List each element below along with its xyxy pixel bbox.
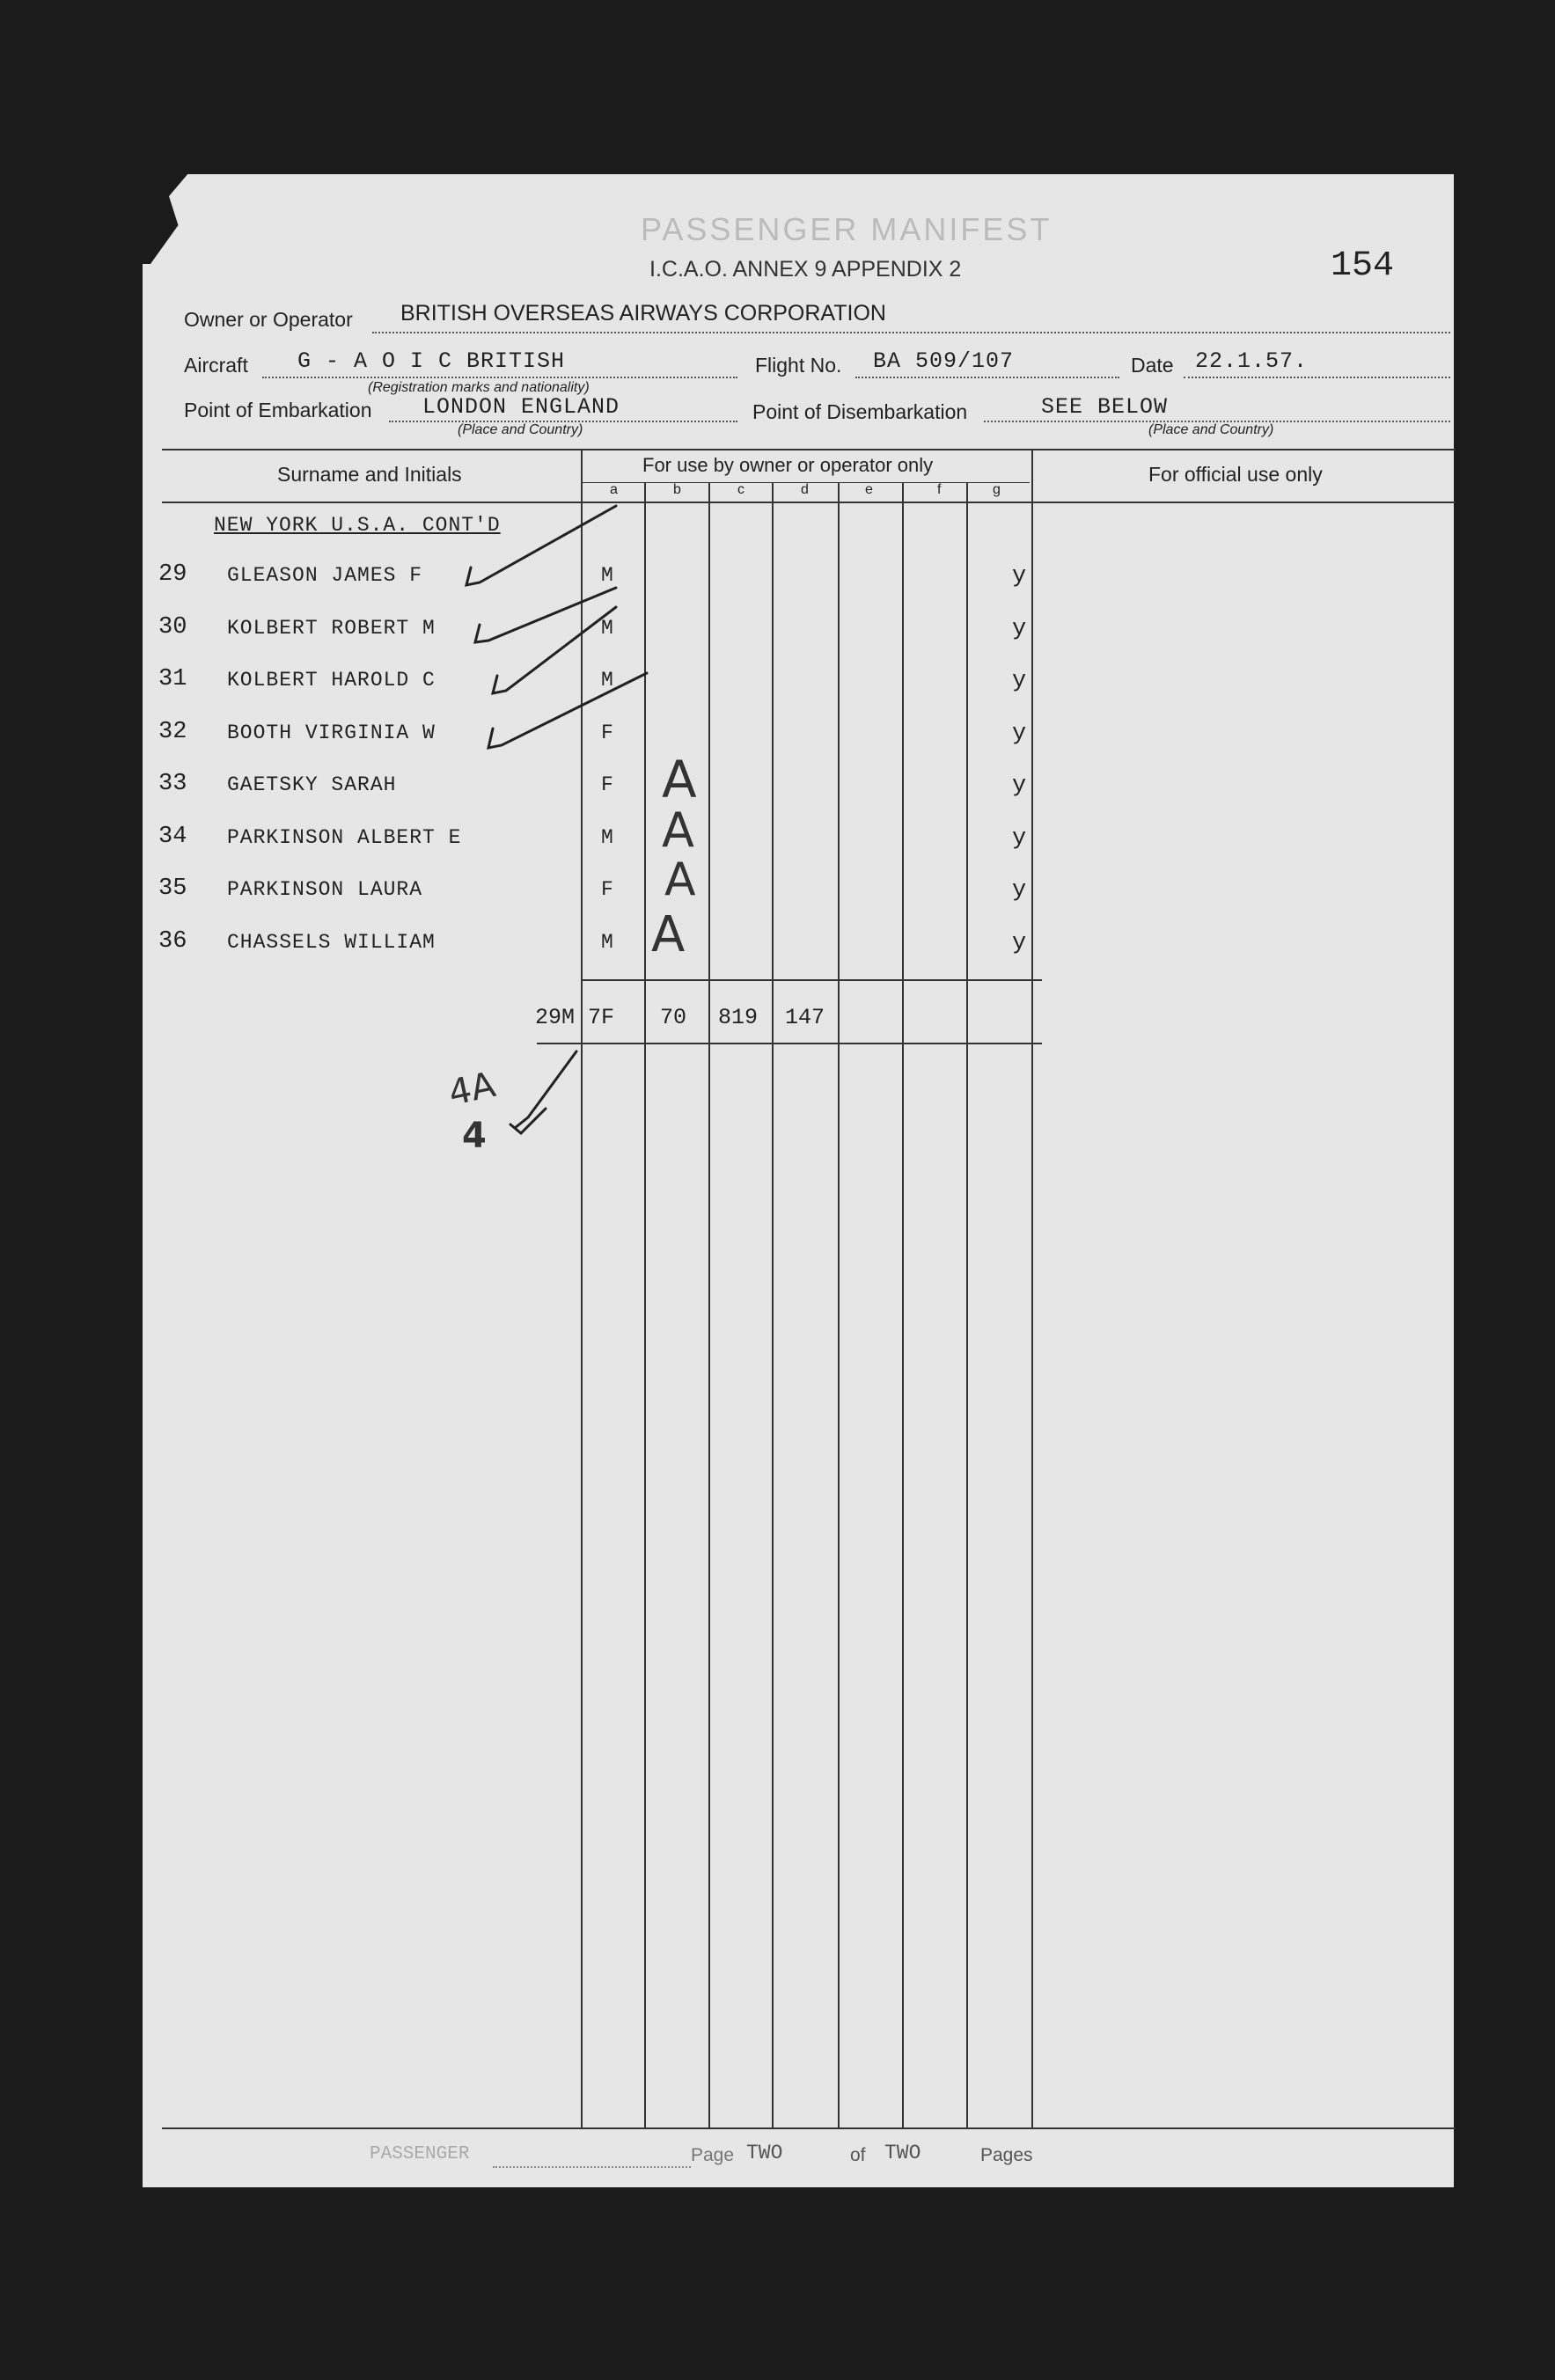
row-number: 33: [158, 771, 187, 797]
embarkation-label: Point of Embarkation: [184, 399, 372, 421]
handwritten-mark: A: [662, 802, 694, 858]
total-d: 147: [785, 1005, 825, 1030]
total-males: 29M: [535, 1005, 576, 1030]
check-y: y: [1012, 616, 1027, 642]
handwritten-mark: A: [664, 853, 696, 906]
passenger-name: KOLBERT HAROLD C: [227, 669, 436, 692]
owner-label: Owner or Operator: [184, 308, 353, 331]
row-number: 32: [158, 719, 187, 745]
subcol-c: c: [737, 482, 744, 497]
page-stamp-number: 154: [1331, 246, 1395, 286]
passenger-name: CHASSELS WILLIAM: [227, 931, 436, 954]
check-mark-icon: [475, 588, 616, 642]
disembarkation-note: (Place and Country): [1148, 422, 1274, 437]
passenger-name: PARKINSON LAURA: [227, 878, 423, 901]
footer-of-value: TWO: [884, 2142, 921, 2164]
passenger-name: PARKINSON ALBERT E: [227, 826, 462, 849]
row-number: 29: [158, 561, 187, 588]
total-females: 7F: [588, 1005, 615, 1030]
aircraft-value: G - A O I C BRITISH: [297, 348, 566, 374]
check-y: y: [1012, 773, 1027, 799]
handwritten-mark: A: [662, 750, 697, 809]
subcol-a: a: [610, 482, 618, 497]
subcol-g: g: [993, 482, 1001, 497]
check-mark-icon: [493, 607, 616, 693]
passenger-sex: M: [601, 931, 613, 954]
footer-page-label: Page: [691, 2145, 735, 2165]
check-y: y: [1012, 721, 1027, 747]
passenger-name: GAETSKY SARAH: [227, 773, 397, 796]
check-y: y: [1012, 563, 1027, 590]
passenger-sex: F: [601, 721, 613, 744]
passenger-sex: M: [601, 669, 613, 692]
footer-rule: [162, 2127, 1456, 2129]
disembarkation-value: SEE BELOW: [1041, 394, 1169, 420]
date-label: Date: [1131, 354, 1174, 377]
col-owner-header: For use by owner or operator only: [642, 454, 934, 476]
handwritten-note-4a: 4A: [444, 1065, 500, 1114]
col-surname-header: Surname and Initials: [277, 463, 462, 486]
aircraft-label: Aircraft: [184, 354, 248, 377]
row-number: 35: [158, 875, 187, 902]
total-c: 819: [718, 1005, 759, 1030]
embarkation-note: (Place and Country): [458, 422, 583, 437]
passenger-name: KOLBERT ROBERT M: [227, 617, 436, 640]
check-mark-icon: [510, 1109, 546, 1133]
passenger-sex: F: [601, 878, 613, 901]
disembarkation-label: Point of Disembarkation: [752, 400, 968, 423]
passenger-name: BOOTH VIRGINIA W: [227, 721, 436, 744]
subcol-e: e: [865, 482, 873, 497]
check-y: y: [1012, 668, 1027, 694]
check-y: y: [1012, 930, 1027, 956]
subcol-d: d: [801, 482, 809, 497]
footer-page-value: TWO: [746, 2142, 783, 2164]
row-number: 36: [158, 928, 187, 955]
col-official-header: For official use only: [1148, 463, 1323, 486]
passenger-sex: F: [601, 773, 613, 796]
form-subtitle: I.C.A.O. ANNEX 9 APPENDIX 2: [649, 257, 962, 282]
flight-label: Flight No.: [755, 354, 842, 377]
passenger-sex: M: [601, 826, 613, 849]
form-title: PASSENGER MANIFEST: [641, 211, 1053, 247]
check-y: y: [1012, 877, 1027, 904]
footer-pages-label: Pages: [980, 2145, 1033, 2165]
footer-of-label: of: [850, 2145, 866, 2165]
handwritten-note-4: 4: [462, 1116, 487, 1156]
aircraft-note: (Registration marks and nationality): [368, 380, 590, 395]
row-number: 30: [158, 614, 187, 641]
total-b: 70: [660, 1005, 687, 1030]
handwritten-mark: A: [651, 906, 686, 963]
date-value: 22.1.57.: [1195, 348, 1309, 374]
row-number: 31: [158, 666, 187, 692]
subcol-b: b: [673, 482, 681, 497]
passenger-sex: M: [601, 564, 613, 587]
check-y: y: [1012, 825, 1027, 852]
check-mark-icon: [466, 506, 616, 585]
section-heading: NEW YORK U.S.A. CONT'D: [214, 514, 501, 537]
passenger-name: GLEASON JAMES F: [227, 564, 423, 587]
flight-value: BA 509/107: [873, 348, 1015, 374]
footer-left-text: PASSENGER: [370, 2144, 470, 2164]
passenger-sex: M: [601, 617, 613, 640]
subcol-f: f: [937, 482, 942, 497]
check-mark-icon: [488, 673, 647, 748]
footer-dotted-left: [493, 2166, 691, 2168]
owner-value: BRITISH OVERSEAS AIRWAYS CORPORATION: [400, 301, 886, 326]
check-mark-icon: [515, 1051, 576, 1128]
row-number: 34: [158, 824, 187, 850]
embarkation-value: LONDON ENGLAND: [422, 394, 620, 420]
